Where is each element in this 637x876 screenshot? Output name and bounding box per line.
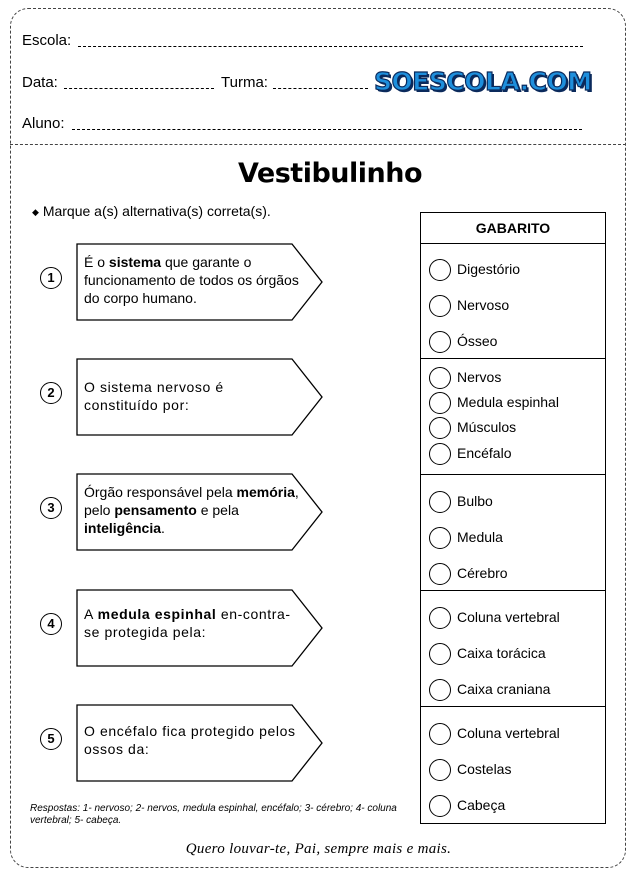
gabarito-section-1 [421,243,605,359]
answer-option-label: Medula espinhal [457,394,559,410]
question-text-5: O encéfalo fica protegido pelos ossos da: [84,723,296,757]
gabarito-section-3 [421,475,605,591]
radio-circle-icon[interactable] [429,259,451,281]
answer-option[interactable] [429,678,550,700]
answer-option[interactable] [429,722,560,744]
answer-option[interactable] [429,391,559,413]
gabarito-section-5 [421,707,605,823]
answer-option[interactable] [429,416,516,438]
answer-option[interactable] [429,490,493,512]
radio-circle-icon[interactable] [429,723,451,745]
answer-option[interactable] [429,330,497,352]
question-text-3: Órgão responsável pela memória, pelo pensamento e pela inteligência. [84,484,299,536]
answer-option[interactable] [429,642,546,664]
page-title: Vestibulinho [237,158,422,189]
radio-circle-icon[interactable] [429,367,451,389]
answer-option-label: Coluna vertebral [457,725,560,741]
question-text-2: O sistema nervoso é constituído por: [84,379,224,413]
aluno-field[interactable] [72,129,582,130]
answer-option[interactable] [429,366,501,388]
answer-option-label: Medula [457,529,503,545]
answer-option[interactable] [429,758,511,780]
aluno-label: Aluno: [22,115,65,132]
radio-circle-icon[interactable] [429,392,451,414]
escola-label: Escola: [22,32,72,49]
answer-option-label: Músculos [457,419,517,435]
answer-option[interactable] [429,258,520,280]
answer-option-label: Encéfalo [457,445,512,461]
answer-option-label: Costelas [457,761,512,777]
answer-option[interactable] [429,526,503,548]
answer-option[interactable] [429,442,511,464]
radio-circle-icon[interactable] [429,759,451,781]
question-text-4: A medula espinhal en-contra-se protegida pela: [84,606,291,640]
answer-option[interactable] [429,294,509,316]
answer-option-label: Coluna vertebral [457,609,560,625]
answer-option-label: Digestório [457,261,521,277]
radio-circle-icon[interactable] [429,607,451,629]
question-number-3: 3 [40,497,62,519]
gabarito-title: GABARITO [421,213,605,244]
question-text-1: É o sistema que garante o funcionamento de todos os órgãos do corpo humano. [84,254,299,306]
radio-circle-icon[interactable] [429,643,451,665]
answer-option-label: Cabeça [457,797,506,813]
gabarito-section-4 [421,591,605,707]
answer-option[interactable] [429,562,508,584]
question-number-4: 4 [40,613,62,635]
question-number-1: 1 [40,267,62,289]
radio-circle-icon[interactable] [429,679,451,701]
gabarito-box [420,212,606,824]
turma-field[interactable] [273,88,368,89]
answer-option[interactable] [429,606,560,628]
radio-circle-icon[interactable] [429,331,451,353]
answer-option-label: Ósseo [457,333,498,349]
radio-circle-icon[interactable] [429,527,451,549]
escola-field[interactable] [78,46,583,47]
answer-option-label: Caixa craniana [457,681,551,697]
answer-option-label: Caixa torácica [457,645,546,661]
gabarito-section-2 [421,359,605,475]
answer-option[interactable] [429,794,505,816]
data-label: Data: [22,74,58,91]
radio-circle-icon[interactable] [429,417,451,439]
answer-option-label: Bulbo [457,493,493,509]
radio-circle-icon[interactable] [429,443,451,465]
radio-circle-icon[interactable] [429,295,451,317]
turma-label: Turma: [221,74,268,91]
answer-option-label: Nervos [457,369,502,385]
bullet-icon: ◆ [32,207,39,217]
instruction-text: Marque a(s) alternativa(s) correta(s). [42,203,271,219]
instruction [32,203,271,219]
soescola-logo: SOESCOLA.COM [374,67,592,96]
radio-circle-icon[interactable] [429,795,451,817]
radio-circle-icon[interactable] [429,491,451,513]
footer-quote: Quero louvar-te, Pai, sempre mais e mais. [185,841,452,857]
answer-option-label: Nervoso [457,297,510,313]
answers-note: Respostas: 1- nervoso; 2- nervos, medula espinhal, encéfalo; 3- cérebro; 4- coluna vertebral; 5- cabeça. [30,803,397,826]
data-field[interactable] [64,88,214,89]
question-number-2: 2 [40,382,62,404]
header-separator [10,144,626,145]
question-number-5: 5 [40,728,62,750]
answer-option-label: Cérebro [457,565,508,581]
radio-circle-icon[interactable] [429,563,451,585]
